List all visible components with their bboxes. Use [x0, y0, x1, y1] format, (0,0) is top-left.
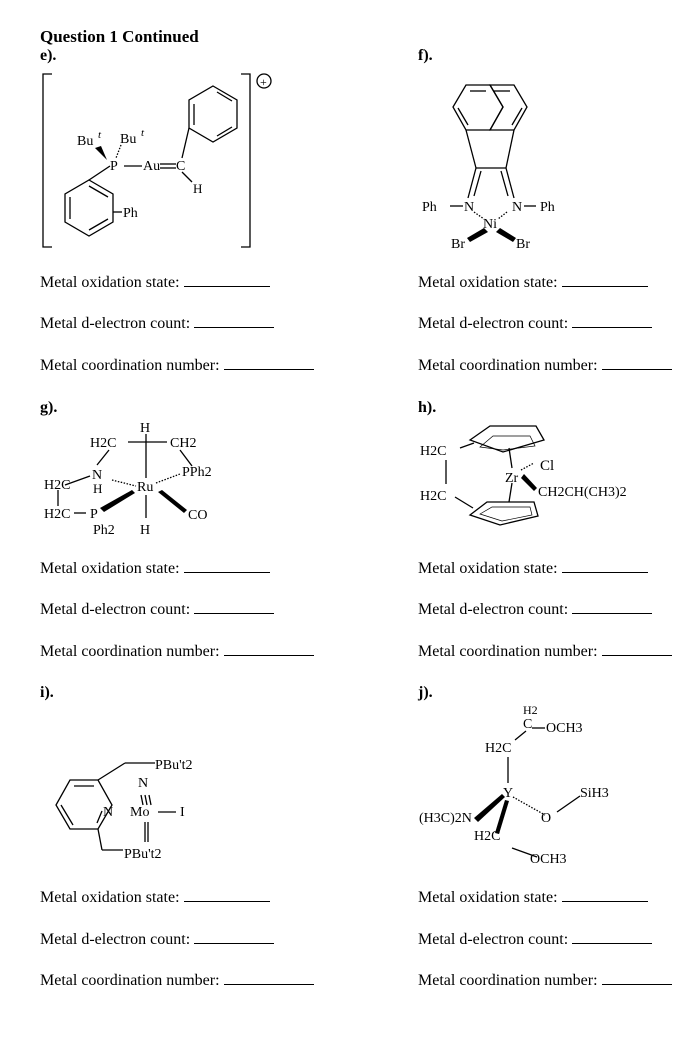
oxidation-state-prompt: Metal oxidation state:	[40, 889, 270, 907]
answer-blank[interactable]	[602, 654, 672, 656]
answer-blank[interactable]	[194, 612, 274, 614]
part-label-g: g).	[40, 399, 58, 416]
atom-label: Cl	[540, 458, 555, 474]
atom-label: Mo	[130, 805, 150, 820]
atom-label: PPh2	[182, 465, 212, 480]
atom-label: CH2CH(CH3)2	[538, 485, 627, 500]
atom-label: H2C	[44, 478, 71, 493]
part-label-i: i).	[40, 684, 54, 701]
answer-blank[interactable]	[572, 612, 652, 614]
atom-label: Zr	[505, 471, 519, 486]
atom-label: H2C	[420, 489, 447, 504]
answer-blank[interactable]	[562, 571, 648, 573]
atom-label: N	[92, 468, 103, 483]
atom-label: Bu	[120, 132, 137, 147]
atom-label: H	[140, 421, 151, 436]
atom-label: Br	[451, 237, 465, 252]
atom-label: SiH3	[580, 786, 609, 801]
answer-blank[interactable]	[572, 942, 652, 944]
atom-label: C	[176, 159, 186, 174]
coordination-number-prompt: Metal coordination number:	[40, 972, 314, 990]
part-label-f: f).	[418, 47, 433, 64]
d-electron-count-prompt: Metal d-electron count:	[40, 315, 274, 333]
atom-label: N	[103, 805, 114, 820]
charge-symbol: +	[260, 75, 267, 89]
part-label-h: h).	[418, 399, 437, 416]
answer-blank[interactable]	[562, 900, 648, 902]
d-electron-count-prompt: Metal d-electron count:	[418, 931, 652, 949]
atom-label: H	[93, 481, 103, 496]
atom-label: H	[140, 523, 151, 538]
answer-blank[interactable]	[224, 368, 314, 370]
atom-label: PBu't2	[155, 758, 193, 773]
d-electron-count-prompt: Metal d-electron count:	[418, 315, 652, 333]
answer-blank[interactable]	[194, 326, 274, 328]
atom-label: H2C	[485, 741, 512, 756]
atom-label: Bu	[77, 134, 94, 149]
atom-label: I	[180, 805, 185, 820]
oxidation-state-prompt: Metal oxidation state:	[40, 560, 270, 578]
d-electron-count-prompt: Metal d-electron count:	[418, 601, 652, 619]
answer-blank[interactable]	[224, 654, 314, 656]
atom-label: Ph2	[93, 523, 115, 538]
atom-label: H2C	[474, 829, 501, 844]
atom-label: Au	[143, 159, 161, 174]
coordination-number-prompt: Metal coordination number:	[40, 357, 314, 375]
atom-label: PBu't2	[124, 847, 162, 862]
atom-label: N	[138, 776, 149, 791]
atom-label: P	[110, 159, 118, 174]
oxidation-state-prompt: Metal oxidation state:	[418, 274, 648, 292]
atom-label: t	[141, 127, 145, 139]
d-electron-count-prompt: Metal d-electron count:	[40, 601, 274, 619]
part-label-e: e).	[40, 47, 57, 64]
answer-blank[interactable]	[602, 983, 672, 985]
page-title: Question 1 Continued	[40, 27, 199, 46]
atom-label: H2C	[90, 436, 117, 451]
oxidation-state-prompt: Metal oxidation state:	[418, 560, 648, 578]
atom-label: O	[541, 811, 552, 826]
answer-blank[interactable]	[184, 571, 270, 573]
atom-label: Ni	[483, 217, 497, 232]
atom-label: C	[523, 717, 533, 732]
answer-blank[interactable]	[184, 900, 270, 902]
part-label-j: j).	[418, 684, 433, 701]
atom-label: P	[90, 507, 98, 522]
d-electron-count-prompt: Metal d-electron count:	[40, 931, 274, 949]
coordination-number-prompt: Metal coordination number:	[418, 972, 672, 990]
atom-label: CH2	[170, 436, 197, 451]
coordination-number-prompt: Metal coordination number:	[418, 357, 672, 375]
atom-label: CO	[188, 508, 208, 523]
answer-blank[interactable]	[602, 368, 672, 370]
answer-blank[interactable]	[184, 285, 270, 287]
atom-label: (H3C)2N	[419, 811, 472, 826]
atom-label: Ph	[422, 200, 437, 215]
atom-label: t	[98, 129, 102, 141]
oxidation-state-prompt: Metal oxidation state:	[40, 274, 270, 292]
atom-label: H	[193, 181, 203, 196]
atom-label: H2C	[44, 507, 71, 522]
coordination-number-prompt: Metal coordination number:	[418, 643, 672, 661]
atom-label: Ph	[540, 200, 555, 215]
answer-blank[interactable]	[224, 983, 314, 985]
atom-label: Ru	[137, 480, 154, 495]
oxidation-state-prompt: Metal oxidation state:	[418, 889, 648, 907]
coordination-number-prompt: Metal coordination number:	[40, 643, 314, 661]
atom-label: N	[512, 200, 523, 215]
atom-label: OCH3	[530, 852, 567, 867]
answer-blank[interactable]	[572, 326, 652, 328]
answer-blank[interactable]	[562, 285, 648, 287]
atom-label: OCH3	[546, 721, 583, 736]
atom-label: H2	[523, 703, 538, 717]
atom-label: N	[464, 200, 475, 215]
atom-label: Ph	[123, 206, 138, 221]
atom-label: Br	[516, 237, 530, 252]
answer-blank[interactable]	[194, 942, 274, 944]
atom-label: Y	[503, 786, 514, 801]
atom-label: H2C	[420, 444, 447, 459]
